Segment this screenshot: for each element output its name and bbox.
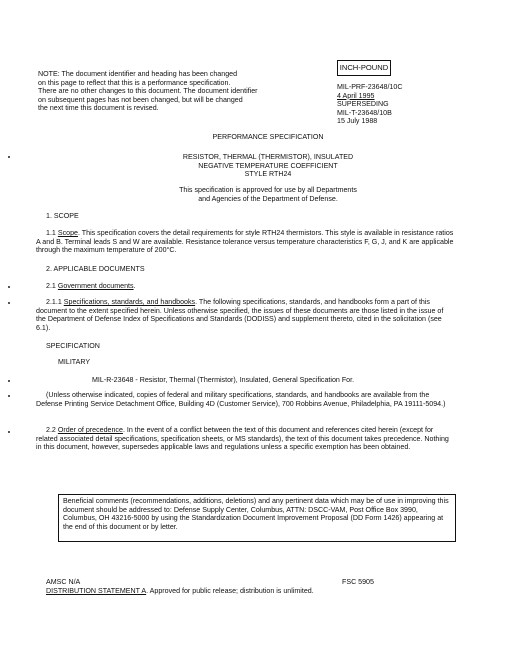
amsc-label: AMSC N/A [46, 578, 81, 586]
current-doc-date: 4 April 1995 [337, 91, 375, 100]
approval-line: This specification is approved for use by all Departments [179, 186, 357, 194]
section-1-heading: 1. SCOPE [46, 212, 79, 220]
section-1-1 [36, 229, 454, 255]
section-title: Specifications, standards, and handbooks [63, 298, 196, 306]
note-line: the next time this document is revised. [38, 104, 159, 113]
approval-statement [120, 186, 416, 203]
copies-text: (Unless otherwise indicated, copies of federal and military specifications, standards, and handbooks are available from the Defense Printing Service Detachment Office, Building 4D (Customer Service), 700 Robbins Avenue, Philadelphia, PA 19111-5094.) [36, 391, 446, 408]
note-line: on this page to reflect that this is a performance specification. [38, 78, 231, 87]
section-2-1 [46, 282, 136, 291]
margin-bullet [8, 380, 10, 382]
margin-bullet [8, 286, 10, 288]
approval-line: and Agencies of the Department of Defense. [198, 194, 338, 203]
section-text: . This specification covers the detail requirements for style RTH24 thermistors. This style is available in resistance ratios A and B. Terminal leads S and W are available. Resistance tolerance versus temperature characteristics F, G, J, and K are applicable through the maximum temperature of 200°C. [36, 229, 454, 255]
specification-label: SPECIFICATION [46, 342, 100, 350]
margin-bullet [8, 156, 10, 158]
document-title [120, 153, 416, 179]
note-line: NOTE: The document identifier and heading has been changed [38, 70, 238, 78]
title-line: STYLE RTH24 [244, 170, 292, 179]
comments-box [58, 494, 456, 542]
section-number: 1.1 [46, 229, 56, 237]
document-identifiers [337, 83, 402, 126]
distribution-statement [46, 587, 314, 596]
margin-bullet [8, 302, 10, 304]
section-title: Order of precedence [57, 426, 123, 434]
section-2-heading: 2. APPLICABLE DOCUMENTS [46, 265, 145, 273]
section-number: 2.2 [46, 426, 56, 434]
military-reference: MIL-R-23648 - Resistor, Thermal (Thermistor), Insulated, General Specification For. [92, 376, 355, 384]
previous-doc-id: MIL-T-23648/10B [337, 108, 392, 117]
superseding-label: SUPERSEDING [337, 100, 389, 109]
section-title: Scope [57, 229, 78, 237]
change-note [38, 70, 258, 113]
comments-text: Beneficial comments (recommendations, additions, deletions) and any pertinent data which may be of use in improving this document should be addressed to: Defense Supply Center, Columbus, ATTN: DSCC-VAM, Post Office Box 3990, Columbus, OH 43216-5000 by using the Standardization Document Improvement Proposal (DD Form 1426) appearing at the end of this document or by letter. [63, 497, 449, 531]
margin-bullet [8, 431, 10, 433]
spec-type-heading: PERFORMANCE SPECIFICATION [212, 133, 324, 141]
section-text: . The following specifications, standards, and handbooks form a part of this document to the extent specified herein. Unless otherwise specified, the issues of these documents are those listed in the issue of the Department of Defense Index of Specifications and Standards (DODISS) and supplement thereto, cited in the solicitation (see 6.1). [36, 298, 444, 332]
section-text: . In the event of a conflict between the text of this document and references cited herein (except for related associated detail specifications, specification sheets, or MS standards), the text of this document takes precedence. Nothing in this document, however, supersedes applicable laws and regulations unless a specific exemption has been obtained. [36, 426, 449, 452]
previous-doc-date: 15 July 1988 [337, 117, 378, 126]
fsc-label: FSC 5905 [342, 578, 374, 586]
section-text: . [133, 282, 136, 290]
inch-pound-box: INCH-POUND [337, 60, 391, 76]
section-number: 2.1.1 [46, 298, 62, 306]
distribution-text: . Approved for public release; distribution is unlimited. [146, 587, 314, 595]
military-label: MILITARY [58, 358, 91, 366]
section-2-1-1 [36, 298, 454, 332]
copies-availability [36, 391, 456, 408]
section-number: 2.1 [46, 282, 56, 290]
section-title: Government documents [57, 282, 134, 290]
title-line: RESISTOR, THERMAL (THERMISTOR), INSULATED [182, 153, 354, 161]
section-2-2 [36, 426, 456, 452]
current-doc-id: MIL-PRF-23648/10C [337, 83, 403, 91]
margin-bullet [8, 395, 10, 397]
title-line: NEGATIVE TEMPERATURE COEFFICIENT [198, 161, 338, 170]
note-line: There are no other changes to this document. The document identifier [38, 87, 258, 96]
note-line: on subsequent pages has not been changed, but will be changed [38, 95, 243, 104]
distribution-label: DISTRIBUTION STATEMENT A [46, 587, 147, 595]
